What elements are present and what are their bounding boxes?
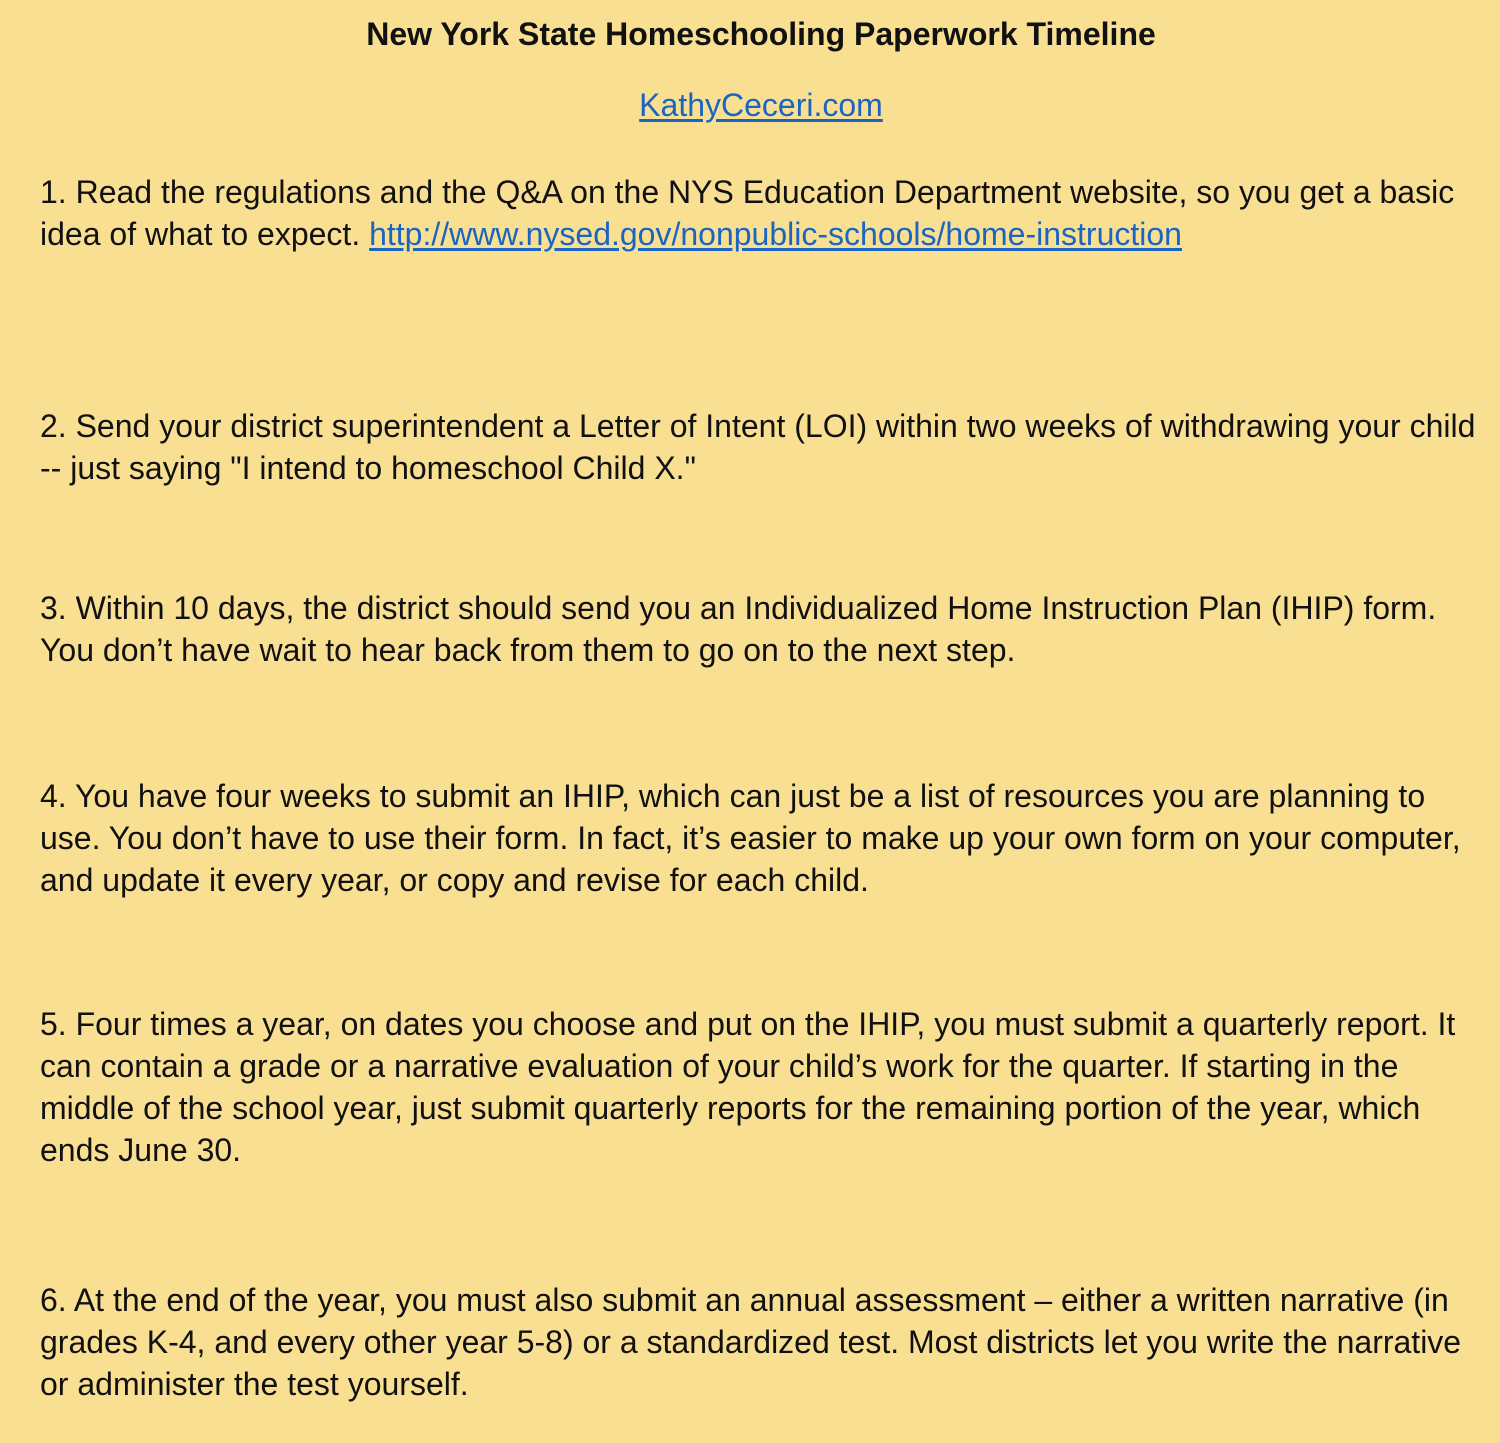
step-3: 3. Within 10 days, the district should send you an Individualized Home Instruction Plan (IHIP) form. You don’t have wait to hear back from them to go on to the next step. — [40, 590, 1437, 668]
step-5: 5. Four times a year, on dates you choose and put on the IHIP, you must submit a quarterly report. It can contain a grade or a narrative evaluation of your child’s work for the quarter. If starting in the middle of the school year, just submit quarterly reports for the remaining portion of the year, which ends June 30. — [40, 1006, 1456, 1168]
step-6: 6. At the end of the year, you must also submit an annual assessment – either a written narrative (in grades K-4, and every other year 5-8) or a standardized test. Most districts let you write the narrative or administer the test yourself. — [40, 1282, 1462, 1402]
site-link-container — [0, 85, 1500, 125]
site-link[interactable]: KathyCeceri.com — [639, 87, 883, 123]
page-title: New York State Homeschooling Paperwork Timeline — [366, 16, 1156, 52]
step-1-text: 1. Read the regulations and the Q&A on the NYS Education Department website, so you get a basic idea of what to expect. — [40, 174, 1455, 252]
nysed-link[interactable]: http://www.nysed.gov/nonpublic-schools/home-instruction — [369, 216, 1182, 252]
step-4: 4. You have four weeks to submit an IHIP, which can just be a list of resources you are planning to use. You don’t have to use their form. In fact, it’s easier to make up your own form on your computer, and update it every year, or copy and revise for each child. — [40, 778, 1461, 898]
step-2: 2. Send your district superintendent a Letter of Intent (LOI) within two weeks of withdrawing your child -- just saying "I intend to homeschool Child X." — [40, 408, 1476, 486]
step-1 — [40, 171, 1480, 255]
